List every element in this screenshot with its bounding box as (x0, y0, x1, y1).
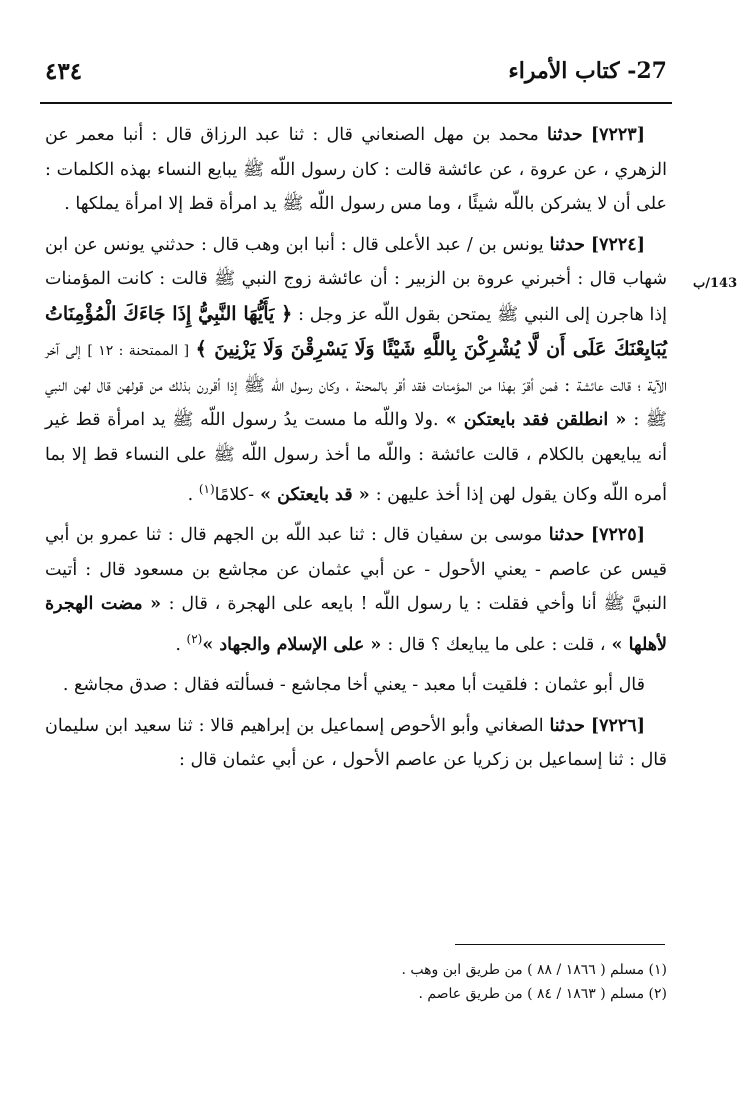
hadith-text-cont: ، قلت : على ما يبايعك ؟ قال : (387, 634, 606, 655)
hadith-text: محمد بن مهل الصنعاني قال : ثنا عبد الرزاق قال : أنبا معمر عن الزهري ، عن عروة ، عن عائشة قالت : كان رسول اللّه ﷺ يبايع النساء بهذه الكلمات : على أن لا يشركن باللّه شيئًا ، وما مس رسول اللّه ﷺ يد امرأة قط إلا امرأة يملكها . (45, 125, 667, 214)
chapter-title: 27- كتاب الأمراء (508, 58, 667, 84)
prophet-quote: « على الإسلام والجهاد » (202, 634, 388, 655)
narration-lead: حدثنا (549, 715, 585, 736)
hadith-7225 (45, 518, 667, 662)
hadith-end: . (187, 484, 199, 505)
verse-reference: [ الممتحنة : ١٢ ] (87, 343, 190, 359)
comment-text: قال أبو عثمان : فلقيت أبا معبد - يعني أخا مجاشع - فسألته فقال : صدق مجاشع . (62, 675, 645, 696)
hadith-text-cont: إلى آخر الآية ؛ قالت عائشة : فمن أقرّ بهذا من المؤمنات فقد أقر بالمحنة ، وكان رسول اللّه ﷺ إذا أقررن بذلك من قولهن قال لهن النبي ﷺ : (45, 340, 667, 430)
header-divider (40, 102, 672, 104)
narration-lead: حدثنا (549, 234, 585, 255)
page-header (45, 58, 667, 94)
hadith-end: . (175, 634, 187, 655)
footnote-2: (٢) مسلم ( ١٨٦٣ / ٨٤ ) من طريق عاصم . (418, 986, 667, 1002)
prophet-quote: « مضت الهجرة لأهلها » (45, 594, 667, 655)
main-text (45, 118, 667, 784)
hadith-number: [٧٢٢٦] (590, 715, 645, 736)
footnote-divider (455, 944, 665, 945)
hadith-text-cont: -كلامًا (214, 484, 255, 505)
hadith-number: [٧٢٢٤] (590, 234, 645, 255)
hadith-7224 (45, 228, 667, 513)
narration-lead: حدثنا (548, 525, 585, 546)
footnote-1: (١) مسلم ( ١٨٦٦ / ٨٨ ) من طريق ابن وهب . (401, 962, 667, 978)
hadith-text: يونس بن / عبد الأعلى قال : أنبا ابن وهب قال : حدثني يونس عن ابن شهاب قال : أخبرني عروة بن الزبير : أن عائشة زوج النبي ﷺ قالت : كانت المؤمنات إذا هاجرن إلى النبي ﷺ يمتحن بقول اللّه عز وجل : (45, 234, 667, 325)
hadith-text: الصغاني وأبو الأحوص إسماعيل بن إبراهيم قالا : ثنا سعيد ابن سليمان قال : ثنا إسماعيل بن زكريا عن عاصم الأحول ، عن أبي عثمان قال : (45, 715, 667, 771)
page-number: ٤٣٤ (45, 58, 83, 85)
hadith-text: موسى بن سفيان قال : ثنا عبد اللّه بن الجهم قال : ثنا عمرو بن أبي قيس عن عاصم - يعني الأحول - عن أبي عثمان عن مجاشع بن مسعود قال : أتيت النبيَّ ﷺ أنا وأخي فقلت : يا رسول اللّه ! بايعه على الهجرة ، قال : (45, 525, 667, 615)
hadith-number: [٧٢٢٥] (590, 525, 645, 546)
hadith-7223 (45, 118, 667, 222)
prophet-quote: « انطلقن فقد بايعتكن » (438, 410, 634, 430)
hadith-7226 (45, 709, 667, 778)
prophet-quote: « قد بايعتكن » (254, 484, 376, 505)
footnote-marker[interactable]: (١) (198, 482, 215, 496)
margin-folio-note: 143/ب (693, 276, 738, 291)
hadith-number: [٧٢٢٣] (590, 125, 645, 145)
narration-lead: حدثنا (547, 125, 583, 145)
narrator-comment (45, 668, 667, 703)
footnote-marker[interactable]: (٢) (186, 631, 203, 646)
hadith-text-cont: .ولا واللّه ما مست يدُ رسول اللّه ﷺ يد امرأة قط غير أنه يبايعهن بالكلام ، قالت عائشة : واللّه ما أخذ رسول اللّه ﷺ على النساء قط إلا بما أمره اللّه وكان يقول لهن إذا أخذ عليهن : (45, 410, 667, 505)
quran-verse: ﴿ يَأَيُّهَا النَّبِيُّ إِذَا جَاءَكَ الْمُؤْمِنَاتُ يُبَايِعْنَكَ عَلَى أَن لَّا يُشْرِكْنَ بِاللَّهِ شَيْئًا وَلَا يَسْرِقْنَ وَلَا يَزْنِينَ ﴾ (45, 302, 667, 360)
footnotes (45, 958, 667, 1006)
